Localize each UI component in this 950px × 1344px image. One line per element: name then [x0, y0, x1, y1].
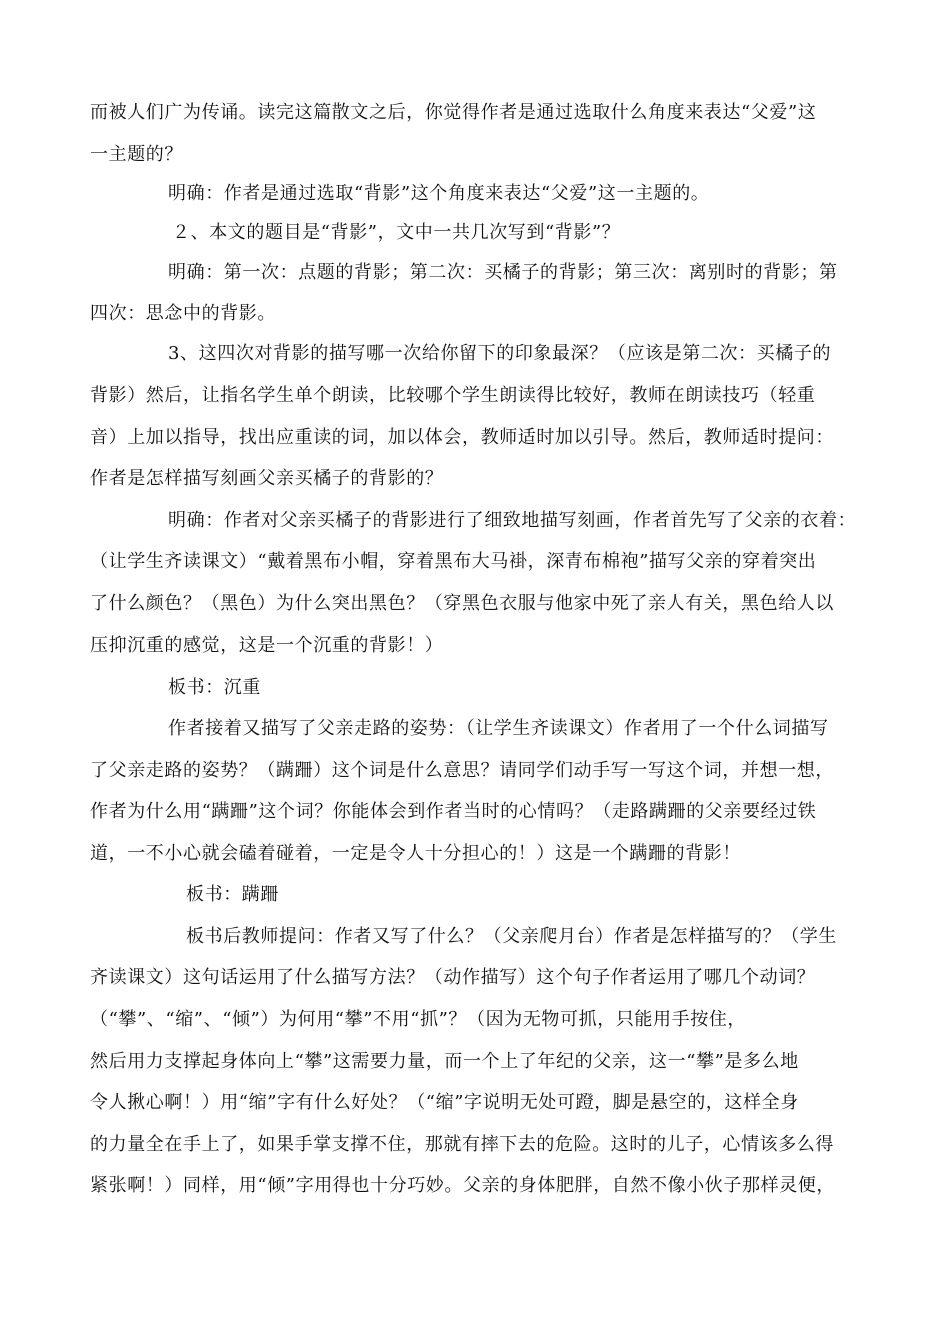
text-line: 音）上加以指导，找出应重读的词，加以体会，教师适时加以引导。然后，教师适时提问： — [90, 427, 834, 448]
text-line: 而被人们广为传诵。读完这篇散文之后，你觉得作者是通过选取什么角度来表达“父爱”这 — [90, 102, 817, 123]
text-line: 令人揪心啊！）用“缩”字有什么好处？（“缩”字说明无处可蹬，脚是悬空的，这样全身 — [90, 1092, 799, 1113]
text-line: 了什么颜色？（黑色）为什么突出黑色？（穿黑色衣服与他家中死了亲人有关，黑色给人以 — [90, 593, 834, 614]
text-line: 明确：第一次：点题的背影；第二次：买橘子的背影；第三次：离别时的背影；第 — [168, 262, 838, 283]
text-line: 板书后教师提问：作者又写了什么？（父亲爬月台）作者是怎样描写的？（学生 — [186, 926, 837, 947]
text-line: 压抑沉重的感觉，这是一个沉重的背影！） — [90, 635, 444, 656]
text-line: 一主题的？ — [90, 144, 183, 165]
text-line: （让学生齐读课文）“戴着黑布小帽，穿着黑布大马褂，深青布棉袍”描写父亲的穿着突出 — [90, 551, 817, 572]
text-line: （“攀”、“缩”、“倾”）为何用“攀”不用“抓”？（因为无物可抓，只能用手按住， — [90, 1009, 747, 1030]
text-line: 3、这四次对背影的描写哪一次给你留下的印象最深？（应该是第二次：买橘子的 — [168, 343, 832, 364]
text-line: ２、本文的题目是“背影”，文中一共几次写到“背影”？ — [172, 222, 621, 243]
text-line: 板书：沉重 — [168, 677, 261, 698]
text-line: 了父亲走路的姿势？（蹒跚）这个词是什么意思？请同学们动手写一写这个词，并想一想， — [90, 760, 834, 781]
text-line: 明确：作者是通过选取“背影”这个角度来表达“父爱”这一主题的。 — [168, 183, 710, 204]
text-line: 紧张啊！）同样，用“倾”字用得也十分巧妙。父亲的身体肥胖，自然不像小伙子那样灵便， — [90, 1175, 835, 1196]
text-line: 板书：蹒跚 — [186, 884, 279, 905]
text-line: 作者接着又描写了父亲走路的姿势：（让学生齐读课文）作者用了一个什么词描写 — [168, 718, 829, 739]
text-line: 作者为什么用“蹒跚”这个词？你能体会到作者当时的心情吗？（走路蹒跚的父亲要经过铁 — [90, 801, 817, 822]
text-line: 背影）然后，让指名学生单个朗读，比较哪个学生朗读得比较好，教师在朗读技巧（轻重 — [90, 385, 816, 406]
text-line: 齐读课文）这句话运用了什么描写方法？（动作描写）这个句子作者运用了哪几个动词？ — [90, 967, 816, 988]
text-line: 然后用力支撑起身体向上“攀”这需要力量，而一个上了年纪的父亲，这一“攀”是多么地 — [90, 1051, 799, 1072]
text-line: 明确：作者对父亲买橘子的背影进行了细致地描写刻画，作者首先写了父亲的衣着： — [168, 510, 857, 531]
text-line: 四次：思念中的背影。 — [90, 303, 276, 324]
text-line: 道，一不小心就会磕着碰着，一定是令人十分担心的！）这是一个蹒跚的背影！ — [90, 843, 741, 864]
text-line: 作者是怎样描写刻画父亲买橘子的背影的？ — [90, 468, 444, 489]
text-line: 的力量全在手上了，如果手掌支撑不住，那就有摔下去的危险。这时的儿子，心情该多么得 — [90, 1134, 834, 1155]
